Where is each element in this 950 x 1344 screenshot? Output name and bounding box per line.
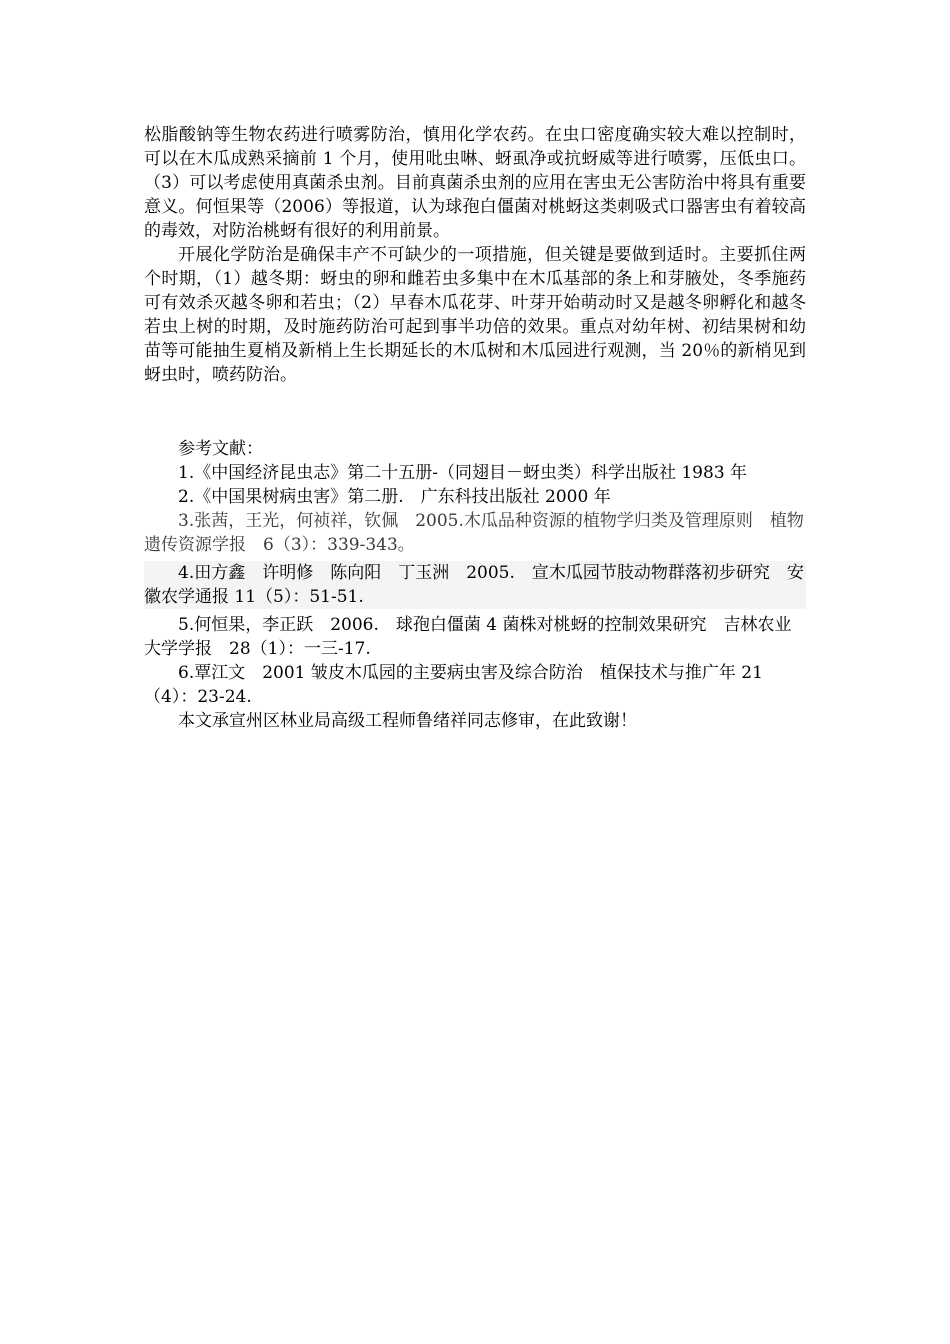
section-spacer [144, 387, 806, 437]
reference-item-6: 6.覃江文 2001 皱皮木瓜园的主要病虫害及综合防治 植保技术与推广年 21（4）：23-24. [144, 663, 763, 707]
document-body [144, 123, 806, 733]
references-heading: 参考文献： [178, 439, 263, 459]
reference-item-2: 2.《中国果树病虫害》第二册. 广东科技出版社 2000 年 [178, 487, 611, 507]
reference-item-4: 4.田方鑫 许明修 陈向阳 丁玉洲 2005. 宣木瓜园节肢动物群落初步研究 安徽农学通报 11（5）：51-51. [144, 561, 806, 609]
reference-item-1: 1.《中国经济昆虫志》第二十五册-（同翅目－蚜虫类）科学出版社 1983 年 [178, 463, 748, 483]
body-paragraph-2: 开展化学防治是确保丰产不可缺少的一项措施，但关键是要做到适时。主要抓住两个时期，（1）越冬期：蚜虫的卵和雌若虫多集中在木瓜基部的条上和芽腋处，冬季施药可有效杀灭越冬卵和若虫；（2）早春木瓜花芽、叶芽开始萌动时又是越冬卵孵化和越冬若虫上树的时期，及时施药防治可起到事半功倍的效果。重点对幼年树、初结果树和幼苗等可能抽生夏梢及新梢上生长期延长的木瓜树和木瓜园进行观测，当 20％的新梢见到蚜虫时，喷药防治。 [144, 245, 806, 385]
acknowledgement: 本文承宣州区林业局高级工程师鲁绪祥同志修审，在此致谢！ [178, 711, 637, 731]
reference-item-5: 5.何恒果，李正跃 2006. 球孢白僵菌 4 菌株对桃蚜的控制效果研究 吉林农业大学学报 28（1）：一三-17. [144, 615, 792, 659]
body-paragraph-1: 松脂酸钠等生物农药进行喷雾防治，慎用化学农药。在虫口密度确实较大难以控制时，可以在木瓜成熟采摘前 1 个月，使用吡虫啉、蚜虱净或抗蚜威等进行喷雾，压低虫口。（3）可以考虑使用真菌杀虫剂。目前真菌杀虫剂的应用在害虫无公害防治中将具有重要意义。何恒果等（2006）等报道，认为球孢白僵菌对桃蚜这类刺吸式口器害虫有着较高的毒效，对防治桃蚜有很好的利用前景。 [144, 125, 806, 241]
reference-item-3: 3.张茜，王光，何祯祥，钦佩 2005.木瓜品种资源的植物学归类及管理原则 植物遗传资源学报 6（3）：339-343。 [144, 511, 804, 555]
